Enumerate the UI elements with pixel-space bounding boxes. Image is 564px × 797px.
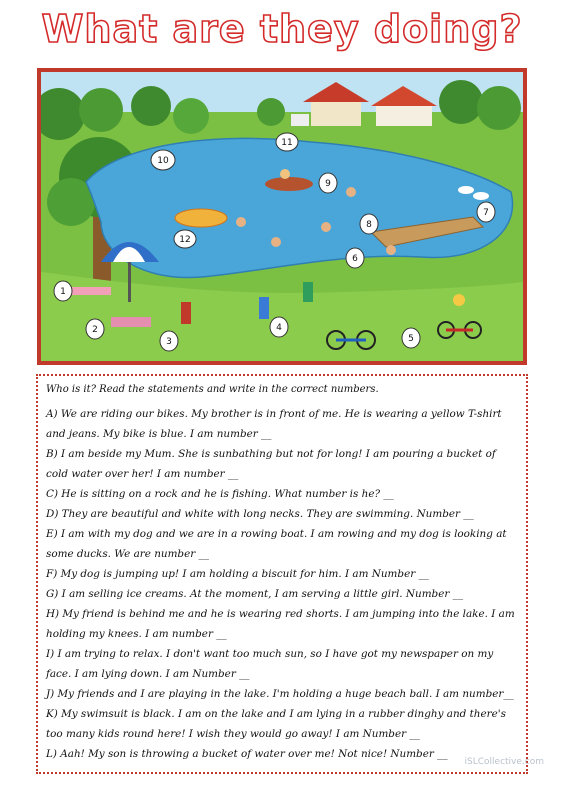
svg-text:7: 7 bbox=[483, 208, 489, 218]
statement-b: B) I am beside my Mum. She is sunbathing but not for long! I am pouring a bucket of cold water over her! I am number __ bbox=[46, 448, 496, 480]
svg-text:6: 6 bbox=[352, 254, 358, 264]
instruction-text: Who is it? Read the statements and write in the correct numbers. bbox=[46, 384, 379, 395]
statement-g: G) I am selling ice creams. At the moment, I am serving a little girl. Number __ bbox=[46, 588, 464, 600]
svg-text:10: 10 bbox=[157, 156, 169, 166]
statement-a: A) We are riding our bikes. My brother is in front of me. He is wearing a yellow T-shirt and jeans. My bike is blue. I am number __ bbox=[46, 408, 502, 440]
svg-text:12: 12 bbox=[179, 235, 191, 245]
label-7 bbox=[477, 202, 495, 222]
label-4 bbox=[270, 317, 288, 337]
statement-k: K) My swimsuit is black. I am on the lake and I am lying in a rubber dinghy and there's too many kids round here! I wish they would go away! I am Number __ bbox=[46, 708, 506, 740]
scene-drawing bbox=[41, 72, 523, 361]
svg-text:4: 4 bbox=[276, 323, 282, 333]
svg-text:8: 8 bbox=[366, 220, 372, 230]
statement-d: D) They are beautiful and white with long necks. They are swimming. Number __ bbox=[46, 508, 474, 520]
label-2 bbox=[86, 319, 104, 339]
lake-scene-illustration bbox=[37, 68, 527, 365]
svg-text:1: 1 bbox=[60, 287, 66, 297]
label-11 bbox=[276, 133, 298, 151]
statement-h: H) My friend is behind me and he is wearing red shorts. I am jumping into the lake. I am holding my knees. I am number __ bbox=[46, 608, 515, 640]
label-9 bbox=[319, 173, 337, 193]
watermark: iSLCollective.com bbox=[464, 757, 544, 767]
statement-l: L) Aah! My son is throwing a bucket of water over me! Not nice! Number __ bbox=[46, 748, 448, 760]
statements-box bbox=[36, 374, 528, 774]
statement-e: E) I am with my dog and we are in a rowing boat. I am rowing and my dog is looking at some ducks. We are number __ bbox=[46, 528, 507, 560]
statement-c: C) He is sitting on a rock and he is fishing. What number is he? __ bbox=[46, 488, 394, 500]
label-1 bbox=[54, 281, 72, 301]
svg-text:2: 2 bbox=[92, 325, 98, 335]
label-3 bbox=[160, 331, 178, 351]
label-12 bbox=[174, 230, 196, 248]
statement-f: F) My dog is jumping up! I am holding a biscuit for him. I am Number __ bbox=[46, 568, 429, 580]
statement-i: I) I am trying to relax. I don't want too much sun, so I have got my newspaper on my face. I am lying down. I am Number __ bbox=[46, 648, 494, 680]
svg-text:11: 11 bbox=[281, 138, 293, 148]
svg-text:3: 3 bbox=[166, 337, 172, 347]
rubber-dinghy bbox=[175, 209, 227, 227]
label-8 bbox=[360, 214, 378, 234]
page-title: What are they doing? bbox=[41, 7, 523, 51]
label-5 bbox=[402, 328, 420, 348]
statement-j: J) My friends and I are playing in the lake. I'm holding a huge beach ball. I am number__ bbox=[46, 688, 514, 700]
label-10 bbox=[151, 150, 175, 170]
svg-text:9: 9 bbox=[325, 179, 331, 189]
label-6 bbox=[346, 248, 364, 268]
svg-text:5: 5 bbox=[408, 334, 414, 344]
